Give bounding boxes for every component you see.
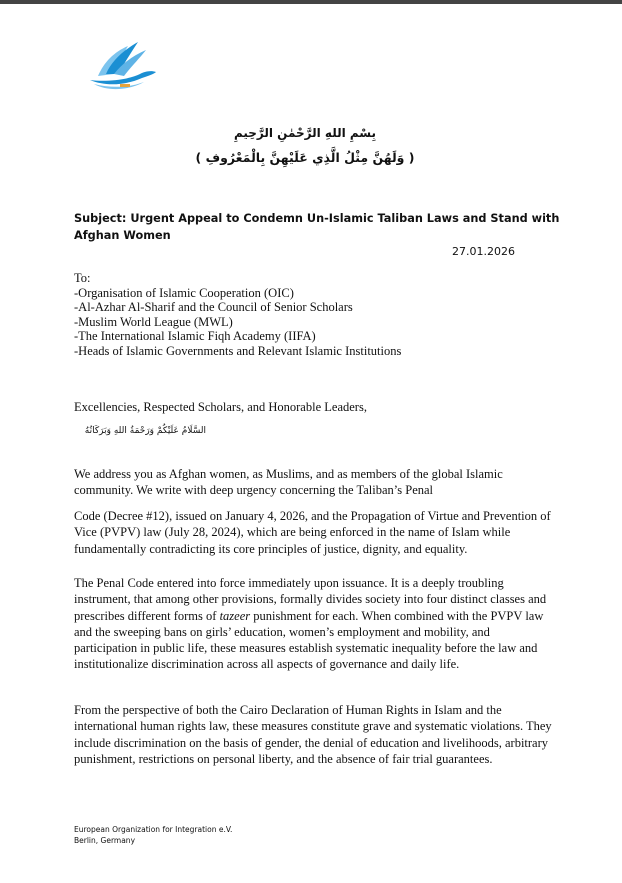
recipient-item: -Heads of Islamic Governments and Relevant Islamic Institutions [74,343,402,358]
footer-organization: European Organization for Integration e.V. [74,825,233,834]
recipient-item: -Organisation of Islamic Cooperation (OIC) [74,285,294,300]
arabic-greeting: السَّلَامُ عَلَيْكُمْ وَرَحْمَةُ اللهِ وَبَرَكَاتُهُ [84,426,206,436]
salutation: Excellencies, Respected Scholars, and Honorable Leaders, [74,400,367,414]
paragraph-text: The Penal Code entered into force immediately upon issuance. It is a deeply troubling instrument, that among other provisions, formally divides society into four distinct classes and prescribes different forms of [74,576,547,623]
recipients-block [74,271,401,358]
top-border [0,0,622,4]
paragraph-text: punishment for each. When combined with the PVPV law and the sweeping bans on girls’ education, women’s employment and mobility, and participation in public life, these measures establish systematic inequality before the law and institutionalize discrimination across all aspects of governance and daily life. [74,608,544,672]
paragraph-penal-code [74,575,554,673]
paragraph-laws: Code (Decree #12), issued on January 4, 2026, and the Propagation of Virtue and Prevention of Vice (PVPV) law (July 28, 2024), which are being enforced in the name of Islam while fundamentally contradicting its core principles of justice, dignity, and equality. [74,509,551,556]
recipient-item: -Al-Azhar Al-Sharif and the Council of Senior Scholars [74,300,353,314]
recipient-item: -Muslim World League (MWL) [74,314,233,329]
subject-line: Subject: Urgent Appeal to Condemn Un-Islamic Taliban Laws and Stand with Afghan Women [74,212,560,242]
footer [74,824,232,846]
footer-location: Berlin, Germany [74,836,136,845]
basmala-heading: بِسْمِ اللهِ الرَّحْمٰنِ الرَّحِيمِ [233,126,377,140]
to-label: To: [74,271,91,285]
quran-verse: ( وَلَهُنَّ مِثْلُ الَّذِي عَلَيْهِنَّ بِالْمَعْرُوفِ ) [195,150,415,165]
letter-date: 27.01.2026 [452,245,515,258]
paragraph-violations: From the perspective of both the Cairo Declaration of Human Rights in Islam and the international human rights law, these measures constitute grave and systematic violations. They include discrimination on the basis of gender, the denial of education and livelihoods, arbitrary punishment, restrictions on personal liberty, and the absence of fair trial guarantees. [74,703,552,766]
paragraph-intro: We address you as Afghan women, as Muslims, and as members of the global Islamic community. We write with deep urgency concerning the Taliban’s Penal [74,467,503,498]
dove-logo-icon [84,40,158,94]
tazeer-term: tazeer [219,608,251,623]
recipient-item: -The International Islamic Fiqh Academy (IIFA) [74,329,316,343]
